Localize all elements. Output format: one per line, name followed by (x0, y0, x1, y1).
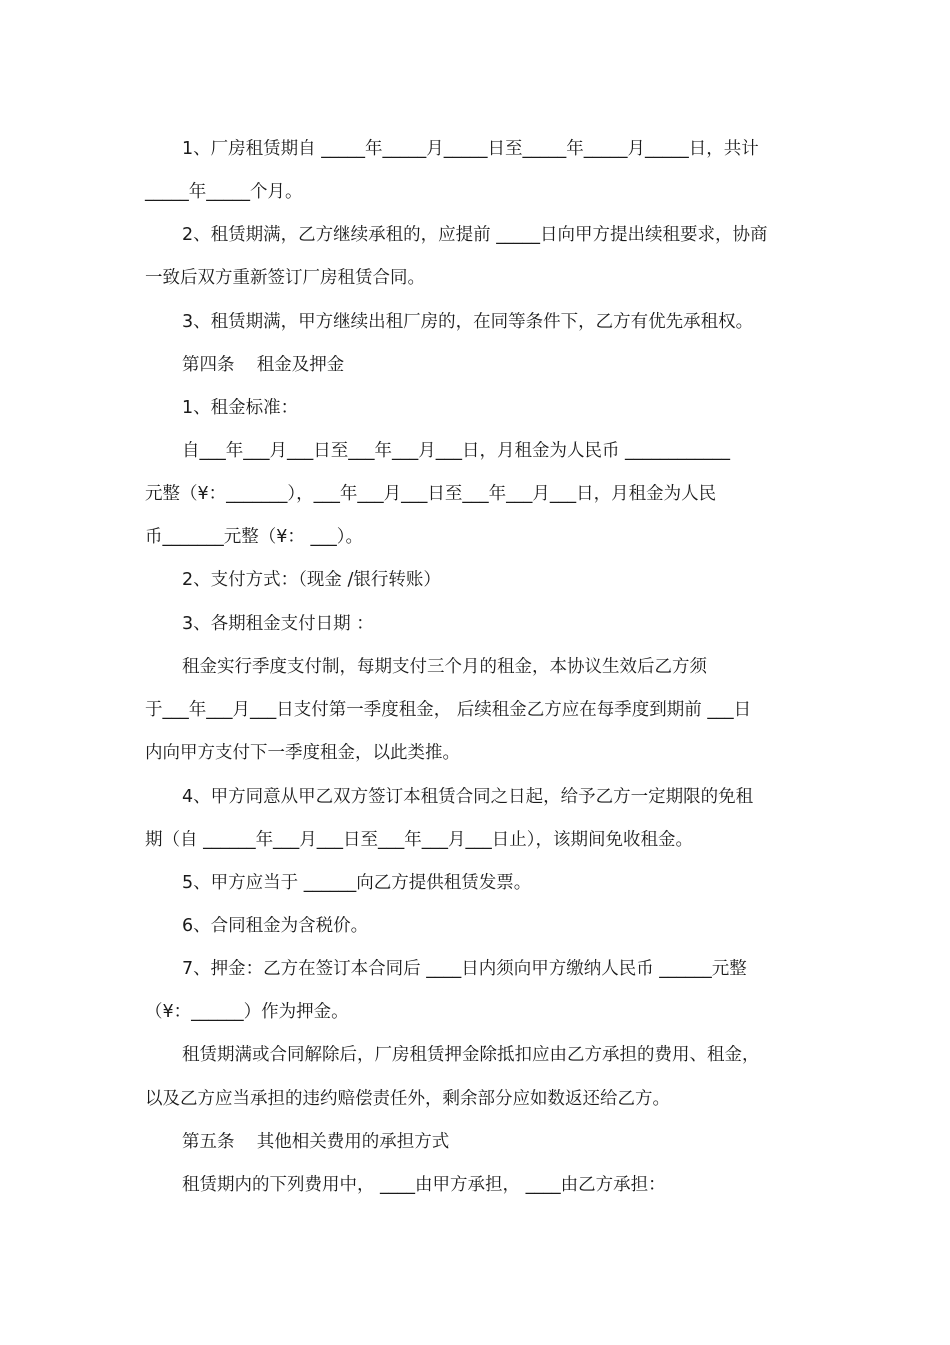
article-four-heading: 第四条 租金及押金 (182, 355, 345, 375)
tax-inclusive-line: 6、合同租金为含税价。 (182, 916, 369, 936)
lease-term-months-line: _____年_____个月。 (145, 182, 303, 202)
first-quarter-payment-line: 于___年___月___日支付第一季度租金， 后续租金乙方应在每季度到期前 ___日 (145, 700, 752, 720)
rent-amount-line: 币_______元整（¥： ___）。 (145, 527, 363, 547)
deposit-amount-line: （¥：______）作为押金。 (145, 1002, 349, 1022)
renewal-request-line: 2、租赁期满，乙方继续承租的，应提前 _____日向甲方提出续租要求，协商 (182, 225, 768, 245)
deposit-refund-line: 以及乙方应当承担的违约赔偿责任外，剩余部分应如数返还给乙方。 (145, 1089, 670, 1109)
article-five-heading: 第五条 其他相关费用的承担方式 (182, 1132, 450, 1152)
deposit-return-line: 租赁期满或合同解除后，厂房租赁押金除抵扣应由乙方承担的费用、租金， (182, 1045, 760, 1065)
quarterly-payment-line: 租金实行季度支付制，每期支付三个月的租金，本协议生效后乙方须 (182, 657, 707, 677)
lease-term-line: 1、厂房租赁期自 _____年_____月_____日至_____年_____月_____日，共计 (182, 139, 759, 159)
rent-period-two-line: 元整（¥：_______），___年___月___日至___年___月___日，月租金为人民 (145, 484, 717, 504)
payment-date-heading: 3、各期租金支付日期 ： (182, 614, 374, 634)
next-quarter-payment-line: 内向甲方支付下一季度租金，以此类推。 (145, 743, 460, 763)
renewal-agreement-line: 一致后双方重新签订厂房租赁合同。 (145, 268, 425, 288)
invoice-line: 5、甲方应当于 ______向乙方提供租赁发票。 (182, 873, 532, 893)
rent-standard-heading: 1、租金标准： (182, 398, 299, 418)
rent-period-one-line: 自___年___月___日至___年___月___日，月租金为人民币 ____________ (182, 441, 731, 461)
rent-free-period-line: 4、甲方同意从甲乙双方签订本租赁合同之日起，给予乙方一定期限的免租 (182, 787, 754, 807)
payment-method-line: 2、支付方式：（现金 /银行转账） (182, 570, 441, 590)
rent-free-dates-line: 期（自 ______年___月___日至___年___月___日止），该期间免收租金。 (145, 830, 694, 850)
deposit-line: 7、押金：乙方在签订本合同后 ____日内须向甲方缴纳人民币 ______元整 (182, 959, 747, 979)
expenses-line: 租赁期内的下列费用中， ____由甲方承担， ____由乙方承担： (182, 1175, 666, 1195)
priority-right-line: 3、租赁期满，甲方继续出租厂房的，在同等条件下，乙方有优先承租权。 (182, 312, 754, 332)
